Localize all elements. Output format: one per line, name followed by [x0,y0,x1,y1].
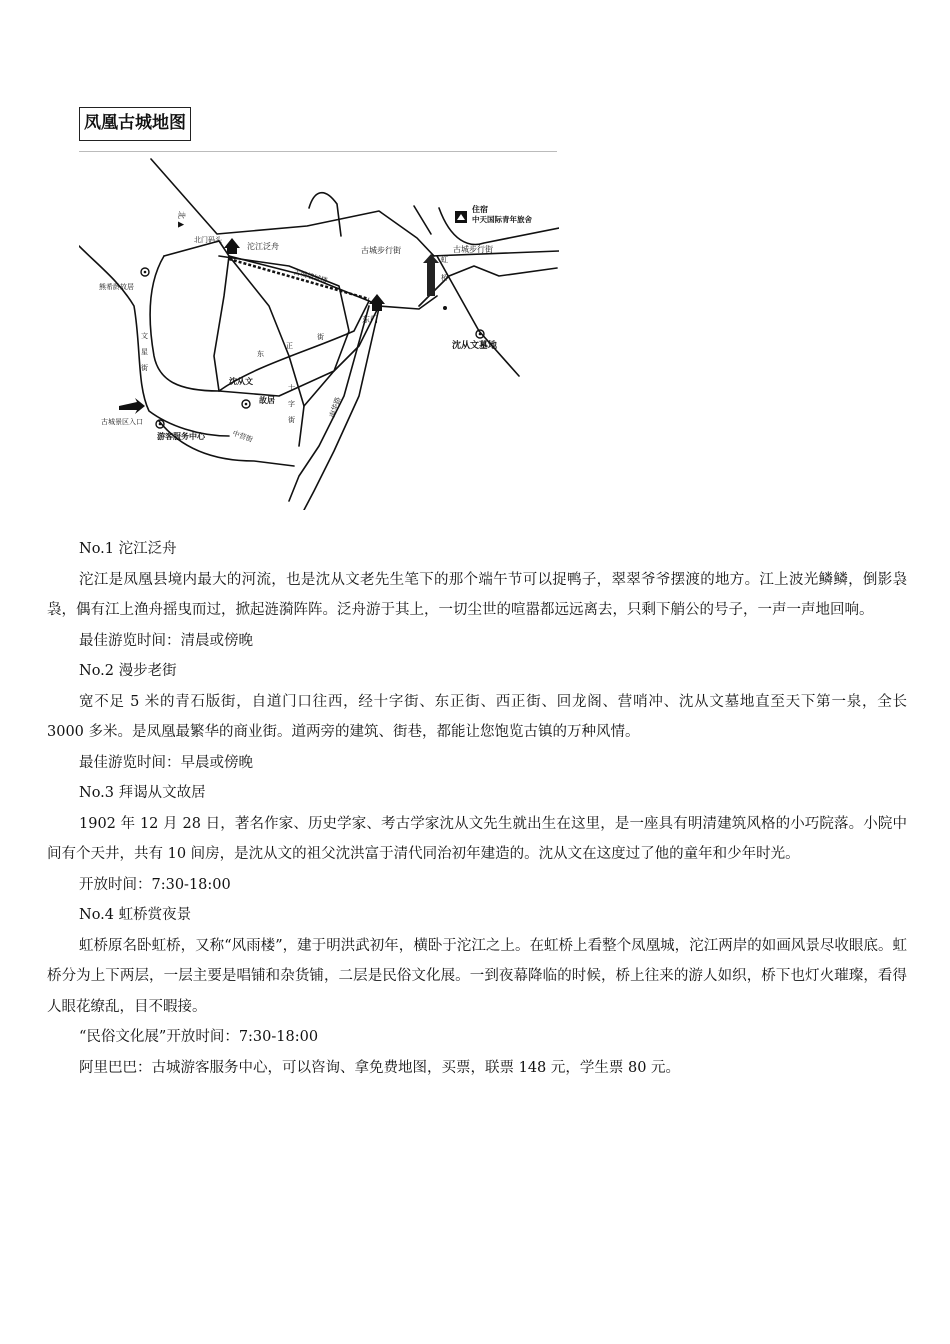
road-inner-1 [219,256,349,396]
section-1-note: 最佳游览时间：清晨或傍晚 [79,632,253,649]
label-visitor-center: 游客服务中心 [157,432,205,441]
road-west-loop [150,256,219,391]
label-nanhua-road: 南华路 [328,396,343,419]
label-north-gate-dock: 北门码头 [194,236,222,244]
section-4-heading: No.4 虹桥赏夜景 [79,907,192,923]
road-east-2 [419,266,557,306]
section-3-body: 1902 年 12 月 28 日，著名作家、历史学家、考古学家沈从文先生就出生在这里，是一座具有明清建筑风格的小巧院落。小院中间有个天井，共有 10 间房，是沈从文的祖父沈洪富于清代同治初年建造的。沈从文在这度过了他的童年和少年时光。 [47,815,907,862]
pavilion-icon-east [369,294,385,311]
fenghuang-map [79,156,559,510]
label-xiong-residence: 熊希龄故居 [99,283,134,291]
label-hostel: 中天国际青年旅舍 [472,215,532,224]
label-wenxing-3: 街 [141,364,148,372]
road-wenxing [164,241,229,391]
section-2-heading: No.2 漫步老街 [79,663,177,679]
road-nanhua-1 [289,306,369,501]
section-3-heading: No.3 拜谒从文故居 [79,785,206,801]
rainbow-bridge-icon [423,254,439,296]
label-rainbow-1: 虹 [441,256,448,264]
label-city-wall: 古城墙城楼 [292,268,329,285]
map-title: 凤凰古城地图 [79,107,191,141]
article-body [47,534,907,1083]
label-entrance: 古城景区入口 [101,418,143,426]
section-2-body: 宽不足 5 米的青石版街，自道门口往西，经十字街、东正街、西正街、回龙阁、营哨冲、沈从文墓地直至天下第一泉，全长 3000 多米。是凤凰最繁华的商业街。道两旁的建筑、街巷，都能让您饱览古镇的万种风情。 [47,693,907,740]
section-1-heading: No.1 沱江泛舟 [79,541,177,557]
section-3-note: 开放时间：7:30-18:00 [79,876,231,893]
section-4-body: 虹桥原名卧虹桥，又称“风雨楼”，建于明洪武初年，横卧于沱江之上。在虹桥上看整个凤凰城，沱江两岸的如画风景尽收眼底。虹桥分为上下两层，一层主要是唱铺和杂货铺，二层是民俗文化展。一到夜幕降临的时候，桥上往来的游人如织，桥下也灯火璀璨，看得人眼花缭乱，目不暇接。 [47,937,907,1015]
section-2-note: 最佳游览时间：早晨或傍晚 [79,754,253,771]
label-zhongying-street: 中营街 [231,429,254,445]
label-dongzheng-2: 正 [286,342,293,350]
label-dongzheng-1: 东 [257,350,264,358]
road-top-1 [309,193,341,236]
label-shen-residence-2: 故居 [259,396,275,405]
label-wenxing-2: 星 [141,348,148,356]
entrance-arrow-icon [119,398,145,414]
svg-text:北 ▲: 北 ▲ [177,211,186,228]
dot-marker [443,306,447,310]
section-4-note: “民俗文化展”开放时间：7:30-18:00 [79,1029,319,1045]
label-shen-residence-1: 沈从文 [229,377,253,386]
footer-note: 阿里巴巴：古城游客服务中心，可以咨询、拿免费地图，买票，联票 148 元，学生票 80 元。 [79,1059,681,1076]
label-shizi-1: 十 [288,384,295,392]
road-top-4 [431,251,559,256]
section-1-body: 沱江是凤凰县境内最大的河流，也是沈从文老先生笔下的那个端午节可以捉鸭子，翠翠爷爷摆渡的地方。江上波光鳞鳞，倒影袅袅，偶有江上渔舟摇曳而过，掀起涟漪阵阵。泛舟游于其上，一切尘世的喧嚣都远远离去，只剩下艄公的号子，一声一声地回响。 [47,571,907,618]
label-east-gate: 东门 [362,315,378,324]
label-walking-street-1: 古城步行街 [361,246,401,255]
road-top-2 [414,206,431,234]
label-rainbow-2: 桥 [441,274,448,282]
label-walking-street-2: 古城步行街 [453,245,493,254]
label-tuojiang-boating: 沱江泛舟 [247,242,279,251]
road-west-outer [79,246,229,436]
river-south-bank [229,256,437,309]
label-shizi-3: 街 [288,416,295,424]
label-wenxing-1: 文 [141,332,148,340]
north-marker [177,211,187,229]
road-nanhua-2 [304,308,379,510]
label-dongzheng-3: 街 [317,333,324,341]
label-shen-tomb: 沈从文墓地 [452,341,498,351]
label-lodging: 住宿 [472,205,488,214]
map-divider [79,151,557,152]
road-east-1 [437,256,519,376]
label-shizi-2: 字 [288,400,295,408]
